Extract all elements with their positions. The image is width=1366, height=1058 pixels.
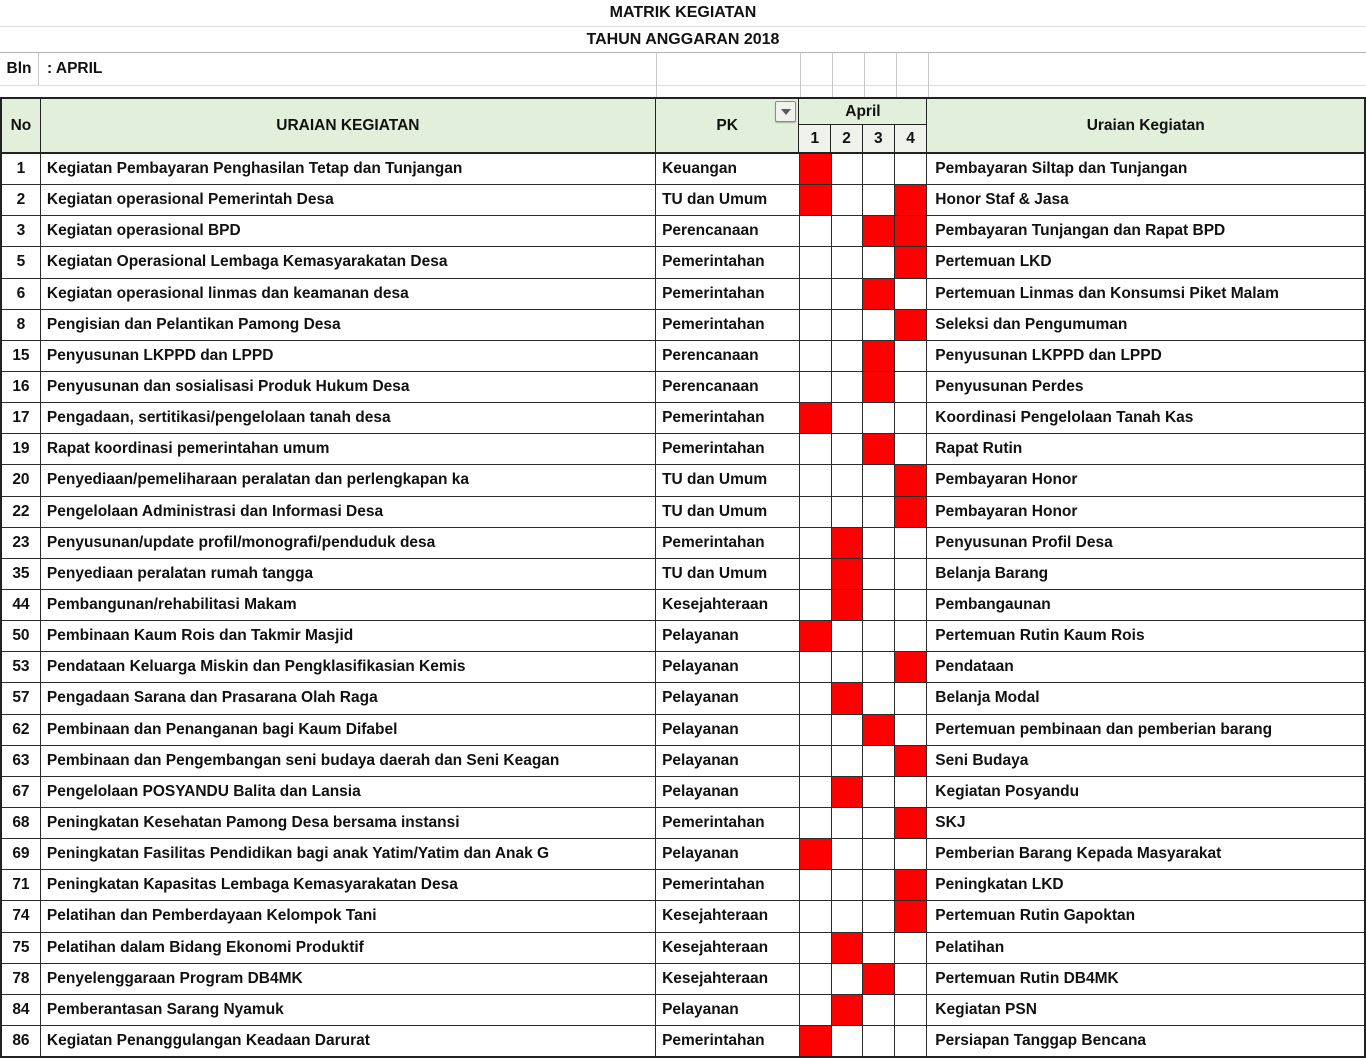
col-header-pk[interactable] [656, 99, 800, 152]
cell-no[interactable]: 63 [2, 746, 41, 776]
cell-week-2[interactable] [832, 839, 864, 869]
week-header-4[interactable]: 4 [895, 125, 927, 152]
cell-week-2[interactable] [832, 154, 864, 184]
cell-pk[interactable]: Pemerintahan [656, 528, 800, 558]
cell-week-4-scheduled[interactable] [895, 216, 927, 246]
cell-uraian-right[interactable]: Seni Budaya [935, 751, 1029, 769]
cell-week-3-scheduled[interactable] [863, 372, 895, 402]
cell-uraian-right[interactable]: Pertemuan Rutin Kaum Rois [935, 627, 1145, 645]
cell-week-2[interactable] [832, 715, 864, 745]
cell-uraian-kegiatan[interactable]: Pengisian dan Pelantikan Pamong Desa [41, 310, 656, 340]
cell-week-1[interactable] [800, 964, 832, 994]
cell-pk[interactable]: Pelayanan [656, 746, 800, 776]
cell-week-2[interactable] [832, 279, 864, 309]
cell-pk[interactable]: Kesejahteraan [656, 901, 800, 931]
cell-week-4-scheduled[interactable] [895, 247, 927, 277]
cell-week-2-scheduled[interactable] [832, 777, 864, 807]
cell-uraian-right[interactable]: Penyusunan Perdes [935, 378, 1084, 396]
cell-week-3[interactable] [863, 528, 895, 558]
cell-pk[interactable]: Pemerintahan [656, 434, 800, 464]
month-value: : APRIL [47, 60, 103, 77]
table-row [2, 434, 1364, 465]
table-row [2, 964, 1364, 995]
table-row [2, 1026, 1364, 1056]
cell-uraian-right[interactable]: Honor Staf & Jasa [935, 191, 1069, 209]
table-row [2, 310, 1364, 341]
col-header-month-group [799, 99, 927, 152]
sheet-subtitle-text: TAHUN ANGGARAN 2018 [586, 30, 780, 48]
cell-week-3[interactable] [863, 746, 895, 776]
cell-week-2-scheduled[interactable] [832, 933, 864, 963]
cell-no[interactable]: 1 [2, 154, 41, 184]
cell-no[interactable]: 22 [2, 497, 41, 527]
cell-week-2[interactable] [832, 185, 864, 215]
cell-uraian-kegiatan[interactable]: Pengadaan Sarana dan Prasarana Olah Raga [41, 683, 656, 713]
cell-uraian-right[interactable]: Pembayaran Honor [935, 471, 1078, 489]
cell-uraian-right[interactable]: Koordinasi Pengelolaan Tanah Kas [935, 409, 1194, 427]
cell-uraian-kegiatan[interactable]: Pembinaan dan Penanganan bagi Kaum Difabel [41, 715, 656, 745]
cell-uraian-kegiatan[interactable]: Kegiatan operasional linmas dan keamanan desa [41, 279, 656, 309]
cell-week-3[interactable] [863, 154, 895, 184]
cell-week-3[interactable] [863, 590, 895, 620]
cell-uraian-right[interactable]: Belanja Modal [935, 689, 1040, 707]
cell-uraian-kegiatan[interactable]: Kegiatan operasional Pemerintah Desa [41, 185, 656, 215]
table-row [2, 154, 1364, 185]
cell-uraian-right[interactable]: Belanja Barang [935, 564, 1049, 582]
cell-no[interactable]: 68 [2, 808, 41, 838]
table-row [2, 995, 1364, 1026]
cell-uraian-kegiatan[interactable]: Penyediaan/pemeliharaan peralatan dan perlengkapan ka [41, 465, 656, 495]
cell-week-3-scheduled[interactable] [863, 279, 895, 309]
sheet-title [0, 0, 1366, 27]
cell-uraian-right[interactable]: Pembangaunan [935, 596, 1051, 614]
cell-week-2-scheduled[interactable] [832, 528, 864, 558]
cell-week-2[interactable] [832, 310, 864, 340]
cell-week-1[interactable] [800, 216, 832, 246]
cell-uraian-kegiatan[interactable]: Pemberantasan Sarang Nyamuk [41, 995, 656, 1025]
cell-pk[interactable]: Perencanaan [656, 341, 800, 371]
cell-week-3[interactable] [863, 403, 895, 433]
cell-week-2[interactable] [832, 870, 864, 900]
cell-uraian-kegiatan[interactable]: Pembangunan/rehabilitasi Makam [41, 590, 656, 620]
cell-uraian-right[interactable]: Persiapan Tanggap Bencana [935, 1032, 1147, 1049]
cell-uraian-kegiatan[interactable]: Pendataan Keluarga Miskin dan Pengklasifikasian Kemis [41, 652, 656, 682]
table-row [2, 247, 1364, 278]
cell-week-2[interactable] [832, 746, 864, 776]
cell-pk[interactable]: TU dan Umum [656, 559, 800, 589]
cell-week-3[interactable] [863, 683, 895, 713]
cell-uraian-kegiatan[interactable]: Pengelolaan POSYANDU Balita dan Lansia [41, 777, 656, 807]
cell-uraian-kegiatan[interactable]: Rapat koordinasi pemerintahan umum [41, 434, 656, 464]
cell-week-2-scheduled[interactable] [832, 559, 864, 589]
cell-week-2[interactable] [832, 621, 864, 651]
cell-week-1[interactable] [800, 528, 832, 558]
cell-uraian-right[interactable]: Pertemuan Rutin Gapoktan [935, 907, 1136, 925]
cell-pk[interactable]: Pelayanan [656, 652, 800, 682]
cell-uraian-kegiatan[interactable]: Kegiatan Pembayaran Penghasilan Tetap dan Tunjangan [41, 154, 656, 184]
cell-pk[interactable]: Kesejahteraan [656, 933, 800, 963]
table-row [2, 528, 1364, 559]
table-row [2, 559, 1364, 590]
cell-week-1[interactable] [800, 310, 832, 340]
cell-week-2[interactable] [832, 1026, 864, 1056]
cell-uraian-right[interactable]: SKJ [935, 814, 966, 832]
cell-uraian-kegiatan[interactable]: Penyelenggaraan Program DB4MK [41, 964, 656, 994]
cell-pk[interactable]: TU dan Umum [656, 185, 800, 215]
cell-no[interactable]: 71 [2, 870, 41, 900]
cell-week-4-scheduled[interactable] [895, 746, 927, 776]
cell-week-2[interactable] [832, 247, 864, 277]
cell-week-3[interactable] [863, 497, 895, 527]
cell-week-2[interactable] [832, 216, 864, 246]
cell-week-1[interactable] [800, 715, 832, 745]
cell-week-1[interactable] [800, 870, 832, 900]
cell-no[interactable]: 16 [2, 372, 41, 402]
table-row [2, 497, 1364, 528]
cell-week-4[interactable] [895, 777, 927, 807]
cell-pk[interactable]: Pelayanan [656, 683, 800, 713]
cell-week-1[interactable] [800, 247, 832, 277]
table-row [2, 403, 1364, 434]
cell-week-3[interactable] [863, 621, 895, 651]
cell-uraian-kegiatan[interactable]: Pelatihan dalam Bidang Ekonomi Produktif [41, 933, 656, 963]
cell-uraian-kegiatan[interactable]: Kegiatan Operasional Lembaga Kemasyarakatan Desa [41, 247, 656, 277]
cell-uraian-right[interactable]: Pembayaran Tunjangan dan Rapat BPD [935, 222, 1226, 240]
cell-no[interactable]: 67 [2, 777, 41, 807]
cell-week-1[interactable] [800, 434, 832, 464]
cell-uraian-kegiatan[interactable]: Penyusunan/update profil/monografi/penduduk desa [41, 528, 656, 558]
cell-week-1[interactable] [800, 652, 832, 682]
cell-pk[interactable]: Pelayanan [656, 839, 800, 869]
cell-no[interactable]: 74 [2, 901, 41, 931]
cell-pk[interactable]: Pemerintahan [656, 247, 800, 277]
cell-week-1[interactable] [800, 901, 832, 931]
week-headers [799, 125, 926, 152]
cell-uraian-kegiatan[interactable]: Pembinaan Kaum Rois dan Takmir Masjid [41, 621, 656, 651]
sheet-subtitle [0, 27, 1366, 53]
cell-week-1[interactable] [800, 497, 832, 527]
cell-uraian-kegiatan[interactable]: Peningkatan Kapasitas Lembaga Kemasyarakatan Desa [41, 870, 656, 900]
cell-uraian-right[interactable]: Kegiatan PSN [935, 1000, 1037, 1018]
cell-week-1[interactable] [800, 746, 832, 776]
cell-week-1-scheduled[interactable] [800, 185, 832, 215]
cell-pk[interactable]: Pemerintahan [656, 1026, 800, 1056]
cell-uraian-kegiatan[interactable]: Penyusunan LKPPD dan LPPD [41, 341, 656, 371]
cell-no[interactable]: 17 [2, 403, 41, 433]
cell-week-2[interactable] [832, 372, 864, 402]
col-header-uraian-right[interactable]: Uraian Kegiatan [1086, 116, 1205, 134]
cell-week-3[interactable] [863, 901, 895, 931]
cell-week-3-scheduled[interactable] [863, 715, 895, 745]
cell-pk[interactable]: TU dan Umum [656, 465, 800, 495]
cell-week-1-scheduled[interactable] [800, 154, 832, 184]
cell-week-4-scheduled[interactable] [895, 465, 927, 495]
cell-week-1[interactable] [800, 590, 832, 620]
cell-uraian-kegiatan[interactable]: Pembinaan dan Pengembangan seni budaya daerah dan Seni Keagan [41, 746, 656, 776]
week-header-3[interactable]: 3 [863, 125, 895, 152]
cell-week-2[interactable] [832, 497, 864, 527]
cell-week-4[interactable] [895, 279, 927, 309]
table-header-row [2, 99, 1364, 154]
cell-week-3[interactable] [863, 870, 895, 900]
cell-week-4[interactable] [895, 995, 927, 1025]
cell-week-3[interactable] [863, 777, 895, 807]
cell-uraian-right[interactable]: Pendataan [935, 658, 1014, 676]
cell-week-4[interactable] [895, 715, 927, 745]
month-row [0, 53, 1366, 86]
cell-uraian-right[interactable]: Peningkatan LKD [935, 876, 1064, 894]
table-row [2, 372, 1364, 403]
chevron-down-icon [781, 109, 791, 115]
cell-uraian-kegiatan[interactable]: Peningkatan Fasilitas Pendidikan bagi anak Yatim/Yatim dan Anak G [41, 839, 656, 869]
cell-week-1-scheduled[interactable] [800, 403, 832, 433]
cell-week-1[interactable] [800, 279, 832, 309]
spacer-row [0, 86, 1366, 97]
cell-week-4-scheduled[interactable] [895, 497, 927, 527]
week-header-2[interactable]: 2 [831, 125, 863, 152]
table-row [2, 216, 1364, 247]
cell-week-1[interactable] [800, 559, 832, 589]
cell-week-1-scheduled[interactable] [800, 1026, 832, 1056]
cell-week-1[interactable] [800, 808, 832, 838]
activity-matrix-table [0, 97, 1366, 1058]
cell-pk[interactable]: Pemerintahan [656, 808, 800, 838]
table-row [2, 839, 1364, 870]
cell-week-4[interactable] [895, 621, 927, 651]
cell-no[interactable]: 35 [2, 559, 41, 589]
cell-week-2-scheduled[interactable] [832, 590, 864, 620]
cell-no[interactable]: 75 [2, 933, 41, 963]
cell-week-4-scheduled[interactable] [895, 870, 927, 900]
cell-week-4-scheduled[interactable] [895, 185, 927, 215]
cell-uraian-kegiatan[interactable]: Pengelolaan Administrasi dan Informasi Desa [41, 497, 656, 527]
cell-no[interactable]: 44 [2, 590, 41, 620]
cell-week-2[interactable] [832, 434, 864, 464]
cell-week-1[interactable] [800, 683, 832, 713]
cell-week-1-scheduled[interactable] [800, 621, 832, 651]
pk-header-label: PK [716, 116, 738, 134]
cell-week-2-scheduled[interactable] [832, 683, 864, 713]
cell-week-3[interactable] [863, 559, 895, 589]
cell-pk[interactable]: Kesejahteraan [656, 590, 800, 620]
cell-uraian-right[interactable]: Rapat Rutin [935, 440, 1023, 458]
activity-table-body [2, 154, 1364, 1056]
cell-no[interactable]: 5 [2, 247, 41, 277]
cell-no[interactable]: 19 [2, 434, 41, 464]
cell-week-3[interactable] [863, 933, 895, 963]
cell-no[interactable]: 69 [2, 839, 41, 869]
table-row [2, 341, 1364, 372]
cell-week-1[interactable] [800, 465, 832, 495]
cell-no[interactable]: 57 [2, 683, 41, 713]
cell-pk[interactable]: Perencanaan [656, 372, 800, 402]
month-header[interactable]: April [799, 99, 926, 125]
col-header-uraian-kegiatan[interactable]: URAIAN KEGIATAN [41, 99, 656, 152]
cell-no[interactable]: 8 [2, 310, 41, 340]
cell-week-4[interactable] [895, 839, 927, 869]
cell-week-3[interactable] [863, 310, 895, 340]
table-row [2, 279, 1364, 310]
cell-uraian-right[interactable]: Kegiatan Posyandu [935, 782, 1080, 800]
table-row [2, 652, 1364, 683]
table-row [2, 808, 1364, 839]
cell-week-1[interactable] [800, 933, 832, 963]
cell-uraian-right[interactable]: Penyusunan Profil Desa [935, 533, 1113, 551]
cell-week-1[interactable] [800, 341, 832, 371]
cell-uraian-kegiatan[interactable]: Penyediaan peralatan rumah tangga [41, 559, 656, 589]
cell-week-2-scheduled[interactable] [832, 995, 864, 1025]
cell-no[interactable]: 50 [2, 621, 41, 651]
cell-week-3[interactable] [863, 1026, 895, 1056]
cell-no[interactable]: 78 [2, 964, 41, 994]
table-row [2, 465, 1364, 496]
cell-week-4[interactable] [895, 559, 927, 589]
table-row [2, 590, 1364, 621]
cell-week-1[interactable] [800, 995, 832, 1025]
cell-pk[interactable]: Keuangan [656, 154, 800, 184]
cell-week-4[interactable] [895, 528, 927, 558]
cell-week-3[interactable] [863, 995, 895, 1025]
cell-week-2[interactable] [832, 341, 864, 371]
cell-pk[interactable]: Perencanaan [656, 216, 800, 246]
cell-uraian-right[interactable]: Penyusunan LKPPD dan LPPD [935, 346, 1162, 364]
cell-pk[interactable]: Pelayanan [656, 621, 800, 651]
cell-week-3-scheduled[interactable] [863, 341, 895, 371]
cell-uraian-kegiatan[interactable]: Pelatihan dan Pemberdayaan Kelompok Tani [41, 901, 656, 931]
col-header-no[interactable]: No [2, 99, 41, 152]
cell-uraian-kegiatan[interactable]: Penyusunan dan sosialisasi Produk Hukum Desa [41, 372, 656, 402]
cell-no[interactable]: 23 [2, 528, 41, 558]
cell-pk[interactable]: Pemerintahan [656, 870, 800, 900]
cell-week-1[interactable] [800, 372, 832, 402]
cell-week-2[interactable] [832, 964, 864, 994]
cell-week-4[interactable] [895, 154, 927, 184]
cell-pk[interactable]: Pelayanan [656, 995, 800, 1025]
cell-uraian-right[interactable]: Seleksi dan Pengumuman [935, 315, 1128, 333]
cell-no[interactable]: 53 [2, 652, 41, 682]
cell-week-1-scheduled[interactable] [800, 839, 832, 869]
table-row [2, 185, 1364, 216]
cell-pk[interactable]: Kesejahteraan [656, 964, 800, 994]
cell-uraian-kegiatan[interactable]: Kegiatan Penanggulangan Keadaan Darurat [41, 1026, 656, 1056]
cell-uraian-kegiatan[interactable]: Kegiatan operasional BPD [41, 216, 656, 246]
cell-week-4[interactable] [895, 933, 927, 963]
cell-no[interactable]: 62 [2, 715, 41, 745]
cell-no[interactable]: 2 [2, 185, 41, 215]
cell-pk[interactable]: Pemerintahan [656, 279, 800, 309]
cell-uraian-right[interactable]: Pertemuan Rutin DB4MK [935, 969, 1119, 987]
cell-pk[interactable]: TU dan Umum [656, 497, 800, 527]
cell-week-3[interactable] [863, 652, 895, 682]
cell-week-4[interactable] [895, 683, 927, 713]
cell-no[interactable]: 3 [2, 216, 41, 246]
cell-uraian-kegiatan[interactable]: Peningkatan Kesehatan Pamong Desa bersama instansi [41, 808, 656, 838]
pk-filter-dropdown-button[interactable] [775, 101, 796, 122]
cell-uraian-right[interactable]: Pertemuan pembinaan dan pemberian barang [935, 720, 1273, 738]
cell-week-3-scheduled[interactable] [863, 434, 895, 464]
week-header-1[interactable]: 1 [799, 125, 831, 152]
cell-week-2[interactable] [832, 403, 864, 433]
table-row [2, 933, 1364, 964]
cell-pk[interactable]: Pemerintahan [656, 403, 800, 433]
cell-week-4[interactable] [895, 372, 927, 402]
cell-uraian-kegiatan[interactable]: Pengadaan, sertitikasi/pengelolaan tanah desa [41, 403, 656, 433]
table-row [2, 777, 1364, 808]
cell-week-4[interactable] [895, 341, 927, 371]
cell-week-4-scheduled[interactable] [895, 652, 927, 682]
cell-week-2[interactable] [832, 808, 864, 838]
cell-uraian-right[interactable]: Pembayaran Honor [935, 502, 1078, 520]
cell-week-3[interactable] [863, 247, 895, 277]
cell-no[interactable]: 15 [2, 341, 41, 371]
month-label: Bln [0, 53, 39, 85]
cell-no[interactable]: 20 [2, 465, 41, 495]
table-row [2, 683, 1364, 714]
sheet-title-text: MATRIK KEGIATAN [609, 4, 757, 21]
cell-week-3-scheduled[interactable] [863, 216, 895, 246]
cell-pk[interactable]: Pelayanan [656, 777, 800, 807]
table-row [2, 621, 1364, 652]
cell-no[interactable]: 6 [2, 279, 41, 309]
cell-uraian-right[interactable]: Pertemuan LKD [935, 253, 1052, 271]
cell-week-3[interactable] [863, 808, 895, 838]
cell-week-1[interactable] [800, 777, 832, 807]
cell-uraian-right[interactable]: Pembayaran Siltap dan Tunjangan [935, 160, 1188, 178]
cell-week-4[interactable] [895, 964, 927, 994]
cell-week-2[interactable] [832, 465, 864, 495]
cell-week-2[interactable] [832, 652, 864, 682]
table-row [2, 715, 1364, 746]
cell-week-3[interactable] [863, 839, 895, 869]
table-row [2, 901, 1364, 932]
cell-pk[interactable]: Pelayanan [656, 715, 800, 745]
cell-week-4[interactable] [895, 590, 927, 620]
table-row [2, 746, 1364, 777]
cell-week-4-scheduled[interactable] [895, 808, 927, 838]
cell-week-4-scheduled[interactable] [895, 310, 927, 340]
cell-uraian-right[interactable]: Pemberian Barang Kepada Masyarakat [935, 845, 1222, 863]
cell-no[interactable]: 84 [2, 995, 41, 1025]
cell-uraian-right[interactable]: Pelatihan [935, 938, 1005, 956]
cell-week-2[interactable] [832, 901, 864, 931]
cell-uraian-right[interactable]: Pertemuan Linmas dan Konsumsi Piket Malam [935, 284, 1279, 302]
cell-week-4[interactable] [895, 434, 927, 464]
cell-week-4-scheduled[interactable] [895, 901, 927, 931]
table-row [2, 870, 1364, 901]
cell-week-3[interactable] [863, 465, 895, 495]
cell-no[interactable]: 86 [2, 1026, 41, 1056]
cell-week-3[interactable] [863, 185, 895, 215]
cell-week-3-scheduled[interactable] [863, 964, 895, 994]
cell-week-4[interactable] [895, 1026, 927, 1056]
cell-pk[interactable]: Pemerintahan [656, 310, 800, 340]
cell-week-4[interactable] [895, 403, 927, 433]
